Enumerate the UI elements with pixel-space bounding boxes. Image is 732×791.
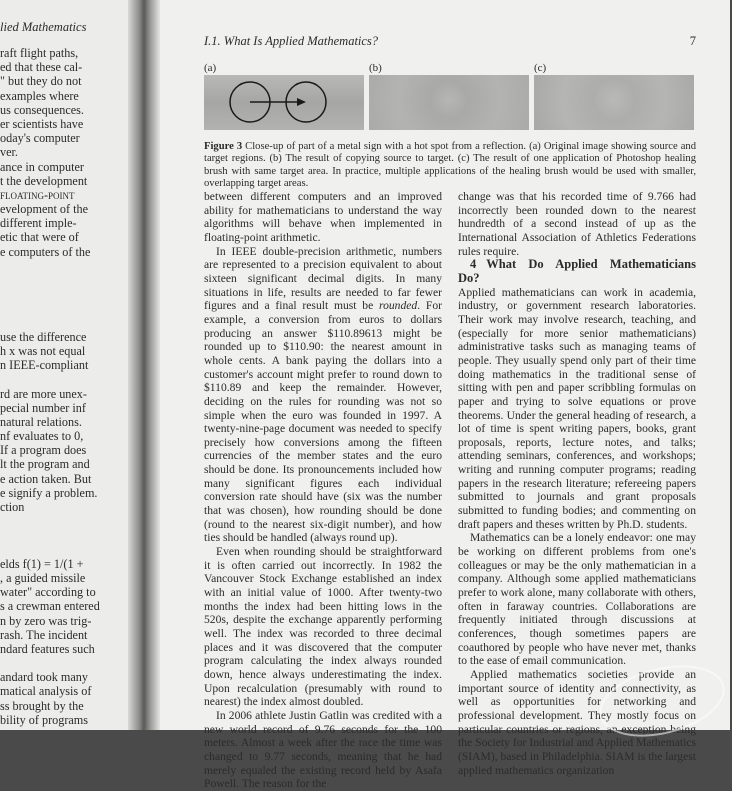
running-head-title: I.1. What Is Applied Mathematics? (204, 34, 379, 48)
text-column-left (204, 190, 442, 791)
left-page (0, 0, 128, 730)
left-page-line: , a guided missile (0, 570, 86, 585)
left-page-line (0, 316, 128, 330)
left-page-line: examples where (0, 88, 79, 103)
figure-3 (204, 62, 694, 132)
left-page-line (0, 528, 128, 542)
figure-panel-b (369, 62, 529, 132)
left-page-line: ction (0, 500, 25, 514)
source-target-circles-arrow-icon (204, 75, 364, 130)
section-title: What Do Applied Mathematicians Do? (458, 257, 696, 285)
left-page-line (0, 287, 128, 301)
book-gutter (128, 0, 160, 730)
left-page-line (0, 656, 128, 670)
left-page-line: n by zero was trig- (0, 613, 92, 628)
figure-caption (204, 141, 696, 191)
panel-label-b: (b) (369, 62, 382, 74)
panel-image-a (204, 75, 364, 130)
left-page-line: n IEEE-compliant (0, 358, 89, 373)
panel-label-c: (c) (534, 62, 547, 74)
left-page-line: If a program does (0, 443, 87, 458)
page-number: 7 (689, 34, 696, 48)
left-page-line: " but they do not (0, 74, 82, 89)
healed-patch-icon (534, 75, 694, 130)
left-page-line: nf evaluates to 0, (0, 429, 84, 444)
running-head (204, 34, 696, 49)
left-page-line: e action taken. But (0, 471, 92, 486)
left-page-line: us consequences. (0, 102, 84, 117)
section-number: 4 (470, 257, 477, 272)
paragraph: Applied mathematicians can work in academia, industry, or government research laboratories. Their work may involve research, teaching, and (especially for more senior mathematicians) administrative tasks such as managing teams of people. They usually spend only part of their time doing mathematics in the traditional sense of sitting with pen and paper scribbling formulas on paper and trying to solve equations or prove theorems. Under the general heading of research, a lot of time is spent writing papers, books, grant proposals, reports, lecture notes, and talks; attending seminars, conferences, and workshops; writing and running computer programs; reading papers in the research literature; refereeing papers submitted to journals and grant proposals submitted to funding bodies; and commenting on draft papers and theses written by Ph.D. students. (458, 285, 696, 531)
paragraph: Even when rounding should be straightforward it is often carried out incorrectly. In 1982 the Vancouver Stock Exchange established an index with an initial value of 1000. After twenty-two months the index had been hitting lows in the 520s, despite the exchange apparently performing well. The index was recorded to three decimal places and it was discovered that the computer program calculating the index always rounded down, hence always underestimating the index. Upon recalculation (presumably with round to nearest) the index almost doubled. (204, 545, 442, 709)
left-page-line: raft flight paths, (0, 46, 79, 60)
left-page-line: evelopment of the (0, 202, 88, 217)
left-page-line (0, 543, 128, 557)
left-page-line: ss brought by the (0, 698, 84, 713)
paragraph: Applied mathematics societies provide an important source of identity and connectivity, as well as opportunities for networking and professional development. They mostly focus on particular countries or regions, an exception being the Society for Industrial and Applied Mathematics (SIAM), based in Philadelphia. SIAM is the largest applied mathematics organization (458, 667, 696, 777)
paragraph: Mathematics can be a lonely endeavor: one may be working on different problems from one's colleagues or may be the only mathematician in a company. Although some applied mathematicians prefer to work alone, many collaborate with others, often in faraway countries. Collaborations are frequently initiated through discussions at conferences, though sometimes papers are coauthored by people who have never met, thanks to the ease of email communication. (458, 531, 696, 668)
left-page-line: ver. (0, 145, 18, 160)
left-page-line: pecial number inf (0, 400, 86, 415)
left-page-line: water" according to (0, 585, 96, 600)
caption-label: Figure 3 (204, 141, 243, 152)
left-page-line: lt the program and (0, 457, 90, 472)
left-page-line: ance in computer (0, 159, 84, 174)
left-page-line: natural relations. (0, 414, 82, 429)
left-page-line: t the development (0, 173, 88, 188)
paragraph-rounding: In IEEE double-precision arithmetic, numbers are represented to a precision equivalent to about sixteen significant decimal digits. In many situations in life, results are needed to far fewer figures and a final result must be rounded. For example, a conversion from euros to dollars producing an answer $110.89613 might be rounded up to $110.90: the nearest amount in whole cents. A bank paying the dollars into a customer's account might prefer to round down to $110.89 and keep the remainder. However, deciding on the rules for rounding was not so simple when the euro was founded in 1997. A twenty-nine-page document was needed to specify precisely how conversions among the fifteen currencies of the member states and the euro should be done. Its pronouncements included how many significant figures each individual conversion rate should have (six was the number that was chosen), how rounding should be done (round to the nearest six-digit number), and how ties should be handled (always round up). (204, 244, 442, 545)
left-page-line: andard took many (0, 670, 88, 685)
left-page-text (0, 46, 128, 727)
left-page-line (0, 301, 128, 315)
left-page-line: ed that these cal- (0, 60, 83, 75)
copied-patch-icon (369, 75, 529, 130)
left-page-line: rd are more unex- (0, 386, 87, 401)
left-page-line: matical analysis of (0, 684, 92, 699)
caption-text: Close-up of part of a metal sign with a hot spot from a reflection. (a) Original image showing source and target regions. (b) The result of copying source to target. (c) The result of one application of Photoshop healing brush with same target area. In practice, multiple applications of the healing brush would be used with smaller, overlapping target areas. (204, 141, 696, 190)
left-page-line: er scientists have (0, 116, 84, 131)
left-running-head: lied Mathematics (0, 20, 87, 34)
left-page-line: e signify a problem. (0, 485, 98, 500)
paragraph: In 2006 athlete Justin Gatlin was credited with a new world record of 9.76 seconds for the 100 meters. Almost a week after the race the time was changed to 9.77 seconds, meaning that he had merely equaled the existing record held by Asafa Powell. The reason for the (204, 708, 442, 791)
left-page-line: h x was not equal (0, 343, 86, 358)
left-page-line: s a crewman entered (0, 599, 100, 614)
left-page-line: ndard features such (0, 641, 95, 656)
paragraph: change was that his recorded time of 9.766 had incorrectly been rounded down to the nearest hundredth of a second instead of up as the International Association of Athletics Federations rules require. (458, 190, 696, 258)
left-page-line: different imple- (0, 216, 77, 231)
left-page-line (0, 514, 128, 528)
left-page-line: oday's computer (0, 131, 80, 146)
left-page-line: elds f(1) = 1/(1 + (0, 556, 84, 571)
left-page-line (0, 259, 128, 273)
figure-panel-a (204, 62, 364, 132)
left-page-line: bility of programs (0, 712, 89, 727)
left-page-line: use the difference (0, 329, 87, 344)
left-page-line: floating-point (0, 187, 75, 202)
panel-label-a: (a) (204, 62, 217, 74)
left-page-line: etic that were of (0, 230, 79, 245)
left-page-line (0, 273, 128, 287)
left-page-line: rash. The incident (0, 627, 88, 642)
left-page-line (0, 372, 128, 386)
paragraph: between different computers and an improved ability for mathematicians to understand the way algorithms will behave when implemented in floating-point arithmetic. (204, 190, 442, 244)
section-heading (458, 258, 696, 285)
left-page-line: e computers of the (0, 244, 91, 259)
right-page (160, 0, 730, 791)
figure-panel-c (534, 62, 694, 132)
